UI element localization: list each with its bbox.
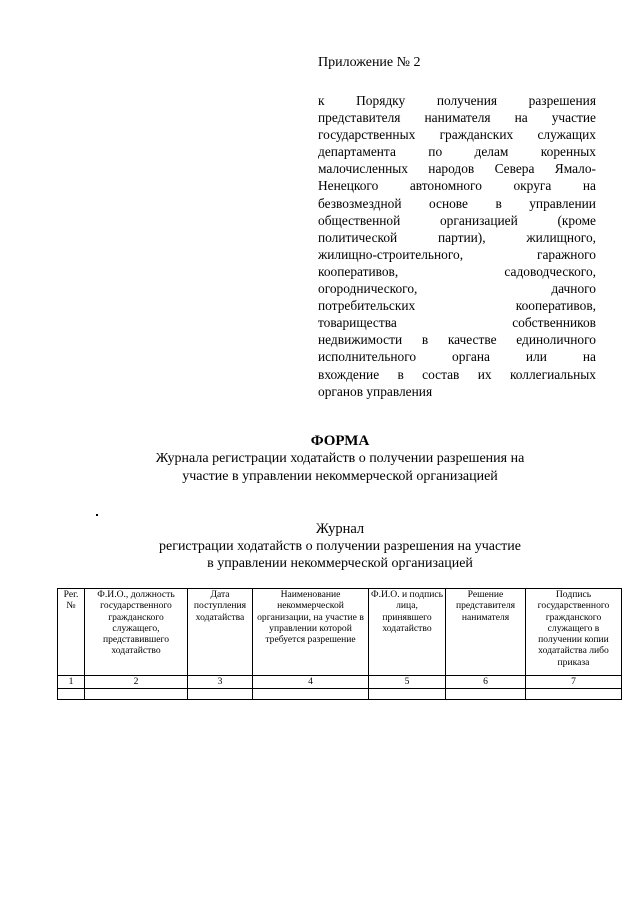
appendix-word: представителя [318, 110, 401, 126]
appendix-word: вхождение [318, 366, 380, 382]
appendix-word: получения [436, 93, 498, 108]
appendix-word: организацией [439, 212, 518, 228]
appendix-line [318, 109, 596, 126]
appendix-word: разрешения [528, 93, 596, 108]
appendix-word: департамента [318, 144, 396, 160]
table-number-row [58, 676, 622, 689]
appendix-word: жилищно-строительного, [318, 246, 464, 262]
appendix-word: на [582, 178, 596, 194]
appendix-word: политической [318, 229, 398, 245]
journal-subtitle-line-2: в управлении некоммерческой организацией [207, 556, 473, 571]
appendix-word: или [525, 349, 547, 365]
journal-heading-block [100, 520, 580, 572]
header-employee-name: Ф.И.О., должность государственного гражданского служащего, представившего ходатайство [85, 589, 188, 676]
journal-heading: Журнал [315, 521, 365, 537]
appendix-word: коренных [540, 144, 596, 160]
appendix-word: коллегиальных [509, 366, 596, 382]
registration-table [57, 588, 622, 700]
appendix-word: нанимателя [424, 110, 491, 126]
appendix-word: огороднического, [318, 281, 418, 297]
header-reg-number: Рег. № [58, 589, 85, 676]
column-number: 1 [58, 676, 85, 689]
appendix-word: в [495, 195, 502, 211]
appendix-word: органа [452, 349, 490, 365]
appendix-word: округа [513, 178, 552, 194]
appendix-line [318, 229, 596, 246]
table-cell [188, 689, 253, 700]
appendix-word: Ненецкого [318, 178, 379, 194]
appendix-word: малочисленных [318, 161, 408, 177]
appendix-line [318, 126, 596, 143]
appendix-line [318, 160, 596, 177]
header-employer-decision: Решение представителя нанимателя [446, 589, 526, 676]
table-cell [85, 689, 188, 700]
appendix-word: гражданских [439, 127, 514, 143]
column-number: 7 [526, 676, 622, 689]
appendix-line [318, 143, 596, 160]
column-number: 4 [253, 676, 369, 689]
appendix-word: садоводческого, [504, 263, 596, 279]
appendix-word: недвижимости [318, 332, 403, 348]
stray-dot [96, 514, 98, 516]
appendix-word: общественной [318, 212, 401, 228]
appendix-line [318, 177, 596, 194]
column-number: 5 [369, 676, 446, 689]
appendix-line [318, 263, 596, 280]
appendix-word: Севера [494, 161, 535, 177]
appendix-word: на [582, 349, 596, 365]
appendix-word: участие [551, 110, 596, 126]
appendix-word: кооперативов, [515, 298, 596, 314]
appendix-word: исполнительного [318, 349, 417, 365]
table-cell [446, 689, 526, 700]
appendix-word: единоличного [516, 332, 596, 348]
appendix-word: по [428, 144, 443, 160]
column-number: 3 [188, 676, 253, 689]
appendix-word: в [397, 366, 404, 382]
form-heading: ФОРМА [310, 433, 370, 449]
appendix-word: кооперативов, [318, 263, 399, 279]
appendix-word: состав [422, 366, 460, 382]
header-employee-signature: Подпись государственного гражданского служащего в получении копии ходатайства либо приказа [526, 589, 622, 676]
table-row [58, 689, 622, 700]
appendix-line [318, 92, 596, 109]
appendix-word: гаражного [536, 246, 596, 262]
appendix-word: жилищного, [526, 229, 596, 245]
appendix-word: качестве [447, 332, 497, 348]
appendix-line [318, 348, 596, 365]
header-receiver-name: Ф.И.О. и подпись лица, принявшего ходатайство [369, 589, 446, 676]
header-receipt-date: Дата поступления ходатайства [188, 589, 253, 676]
appendix-line [318, 195, 596, 212]
table-cell [253, 689, 369, 700]
appendix-word: потребительских [318, 298, 416, 314]
appendix-word: государственных [318, 127, 416, 143]
appendix-word: народов [428, 161, 475, 177]
column-number: 2 [85, 676, 188, 689]
appendix-word: Ямало- [554, 161, 596, 177]
form-heading-block [100, 432, 580, 486]
table-cell [369, 689, 446, 700]
appendix-word: делам [474, 144, 509, 160]
appendix-line [318, 314, 596, 331]
journal-subtitle-line-1: регистрации ходатайств о получении разрешения на участие [158, 539, 522, 554]
appendix-text [318, 92, 596, 400]
appendix-word: дачного [551, 281, 596, 297]
appendix-word: управлении [529, 195, 596, 211]
appendix-line [318, 246, 596, 263]
appendix-word: основе [428, 195, 468, 211]
appendix-word: собственников [512, 315, 596, 331]
appendix-line [318, 212, 596, 229]
header-organization-name: Наименование некоммерческой организации, на участие в управлении которой требуется разрешение [253, 589, 369, 676]
appendix-word: товарищества [318, 315, 397, 331]
form-subtitle-line-2: участие в управлении некоммерческой организацией [182, 469, 498, 484]
appendix-line [318, 280, 596, 297]
appendix-word: автономного [409, 178, 482, 194]
form-subtitle-line-1: Журнала регистрации ходатайств о получении разрешения на [155, 451, 525, 466]
appendix-word: в [421, 332, 429, 348]
appendix-word: органов управления [318, 383, 433, 399]
table-header-row [58, 589, 622, 676]
appendix-line [318, 366, 596, 383]
appendix-word: служащих [537, 127, 596, 143]
appendix-word: Порядку [356, 93, 406, 108]
column-number: 6 [446, 676, 526, 689]
appendix-line [318, 297, 596, 314]
appendix-word: безвозмездной [318, 195, 402, 211]
appendix-line [318, 383, 596, 400]
appendix-word: к [318, 93, 325, 108]
appendix-word: партии), [437, 229, 486, 245]
appendix-word: (кроме [557, 212, 596, 228]
appendix-word: на [514, 110, 528, 126]
appendix-title: Приложение № 2 [318, 55, 421, 70]
appendix-word: их [477, 366, 492, 382]
appendix-line [318, 331, 596, 348]
table-cell [58, 689, 85, 700]
table-cell [526, 689, 622, 700]
